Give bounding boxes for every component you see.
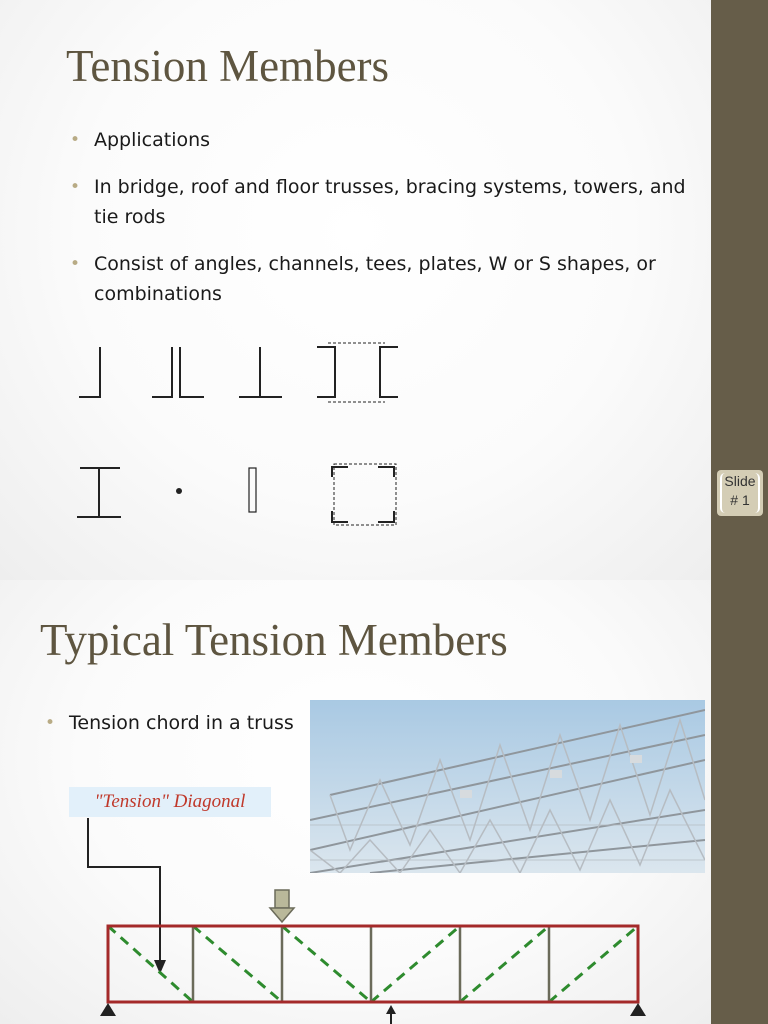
slide-badge-number: # 1 <box>730 492 750 508</box>
truss-verticals <box>193 926 549 1002</box>
truss-diagonals <box>108 926 638 1002</box>
double-channel-section <box>317 343 398 402</box>
bullet-item: • Tension chord in a truss <box>45 708 325 738</box>
truss-frame <box>108 926 638 1002</box>
triangle-support-icon <box>100 1003 116 1016</box>
tee-section <box>239 347 282 397</box>
triangle-support-icon <box>630 1003 646 1016</box>
slide-title: Tension Members <box>66 41 390 91</box>
bullet-item: • Applications <box>70 125 695 155</box>
double-angle-section <box>152 347 204 397</box>
down-arrow-icon <box>270 890 294 922</box>
slide-badge-label: Slide <box>724 473 756 489</box>
bullet-item: • Consist of angles, channels, tees, plates, W or S shapes, or combinations <box>70 249 695 309</box>
tension-diagonal-label: "Tension" Diagonal <box>69 787 271 817</box>
slide-title: Typical Tension Members <box>40 615 508 665</box>
bullet-list <box>45 708 325 755</box>
rod-section <box>176 488 182 494</box>
plate-section <box>249 468 256 512</box>
bullet-item: • In bridge, roof and floor trusses, bracing systems, towers, and tie rods <box>70 172 695 232</box>
label-leader-arrow <box>88 818 166 974</box>
up-arrow-icon <box>386 1005 396 1024</box>
bullet-list <box>70 125 695 326</box>
slide-number-badge <box>717 470 763 516</box>
cross-section-shapes <box>70 335 410 530</box>
single-angle-section <box>79 347 100 397</box>
box-angles-section <box>332 464 396 525</box>
w-shape-section <box>77 468 121 517</box>
